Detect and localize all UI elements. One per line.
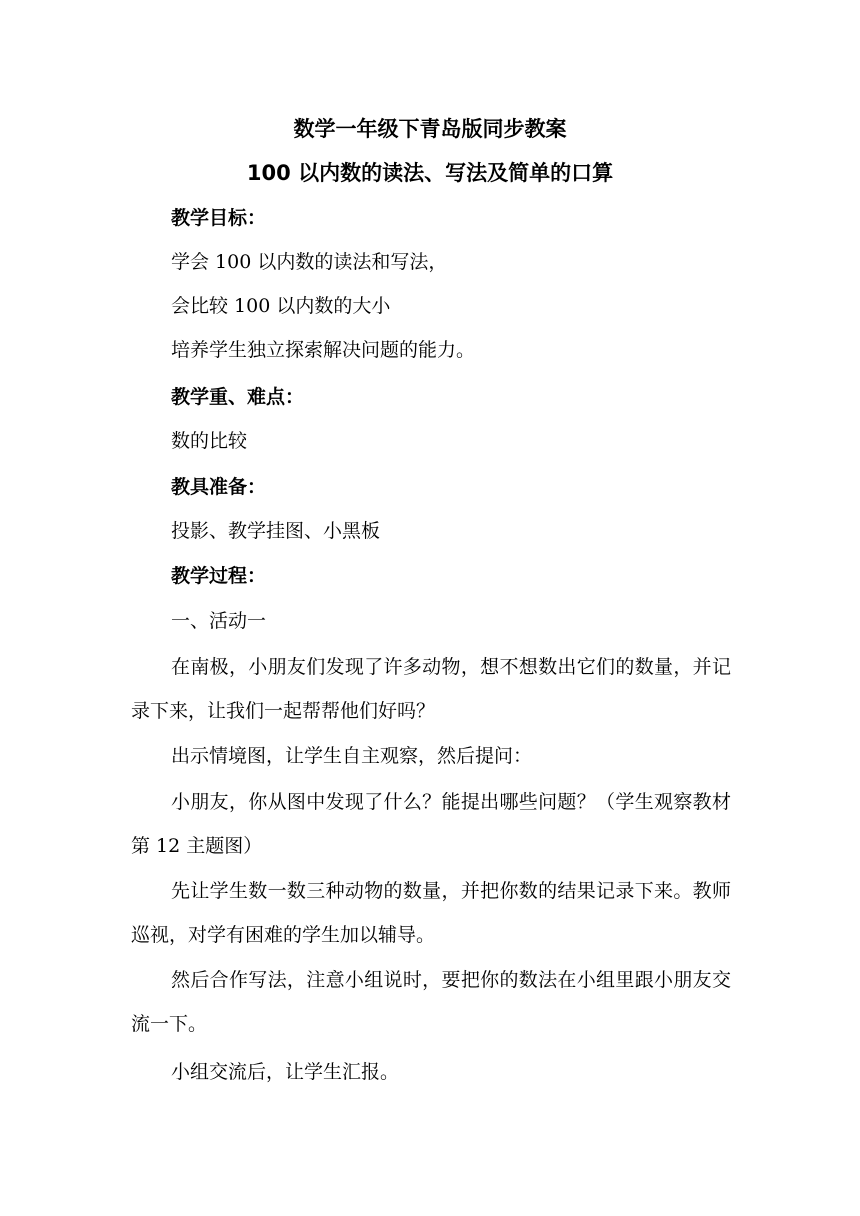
teaching-aids-text: 投影、教学挂图、小黑板 bbox=[171, 520, 381, 542]
heading-teaching-aids: 教具准备： bbox=[171, 476, 267, 498]
paragraph-question: 小朋友，你从图中发现了什么？能提出哪些问题？（学生观察教材第 12 主题图） bbox=[131, 791, 731, 857]
document-title: 数学一年级下青岛版同步教案 bbox=[293, 117, 567, 141]
document-subtitle: 100 以内数的读法、写法及简单的口算 bbox=[246, 161, 614, 185]
paragraph-count: 先让学生数一数三种动物的数量，并把你数的结果记录下来。教师巡视，对学有困难的学生加以辅导。 bbox=[131, 880, 731, 946]
activity-one-label: 一、活动一 bbox=[171, 610, 267, 632]
goal-line-2: 会比较 100 以内数的大小 bbox=[171, 295, 391, 317]
goal-line-3: 培养学生独立探索解决问题的能力。 bbox=[171, 339, 476, 361]
heading-teaching-goals: 教学目标： bbox=[171, 207, 267, 229]
paragraph-cooperate: 然后合作写法，注意小组说时，要把你的数法在小组里跟小朋友交流一下。 bbox=[131, 969, 731, 1035]
paragraph-intro: 在南极，小朋友们发现了许多动物，想不想数出它们的数量，并记录下来，让我们一起帮帮他们好吗？ bbox=[131, 656, 731, 722]
goal-line-1: 学会 100 以内数的读法和写法， bbox=[171, 251, 448, 273]
key-points-text: 数的比较 bbox=[171, 430, 248, 452]
paragraph-report: 小组交流后，让学生汇报。 bbox=[171, 1061, 400, 1083]
paragraph-show-picture: 出示情境图，让学生自主观察，然后提问： bbox=[171, 745, 533, 767]
heading-key-points: 教学重、难点： bbox=[171, 386, 305, 408]
heading-teaching-process: 教学过程： bbox=[171, 565, 267, 587]
